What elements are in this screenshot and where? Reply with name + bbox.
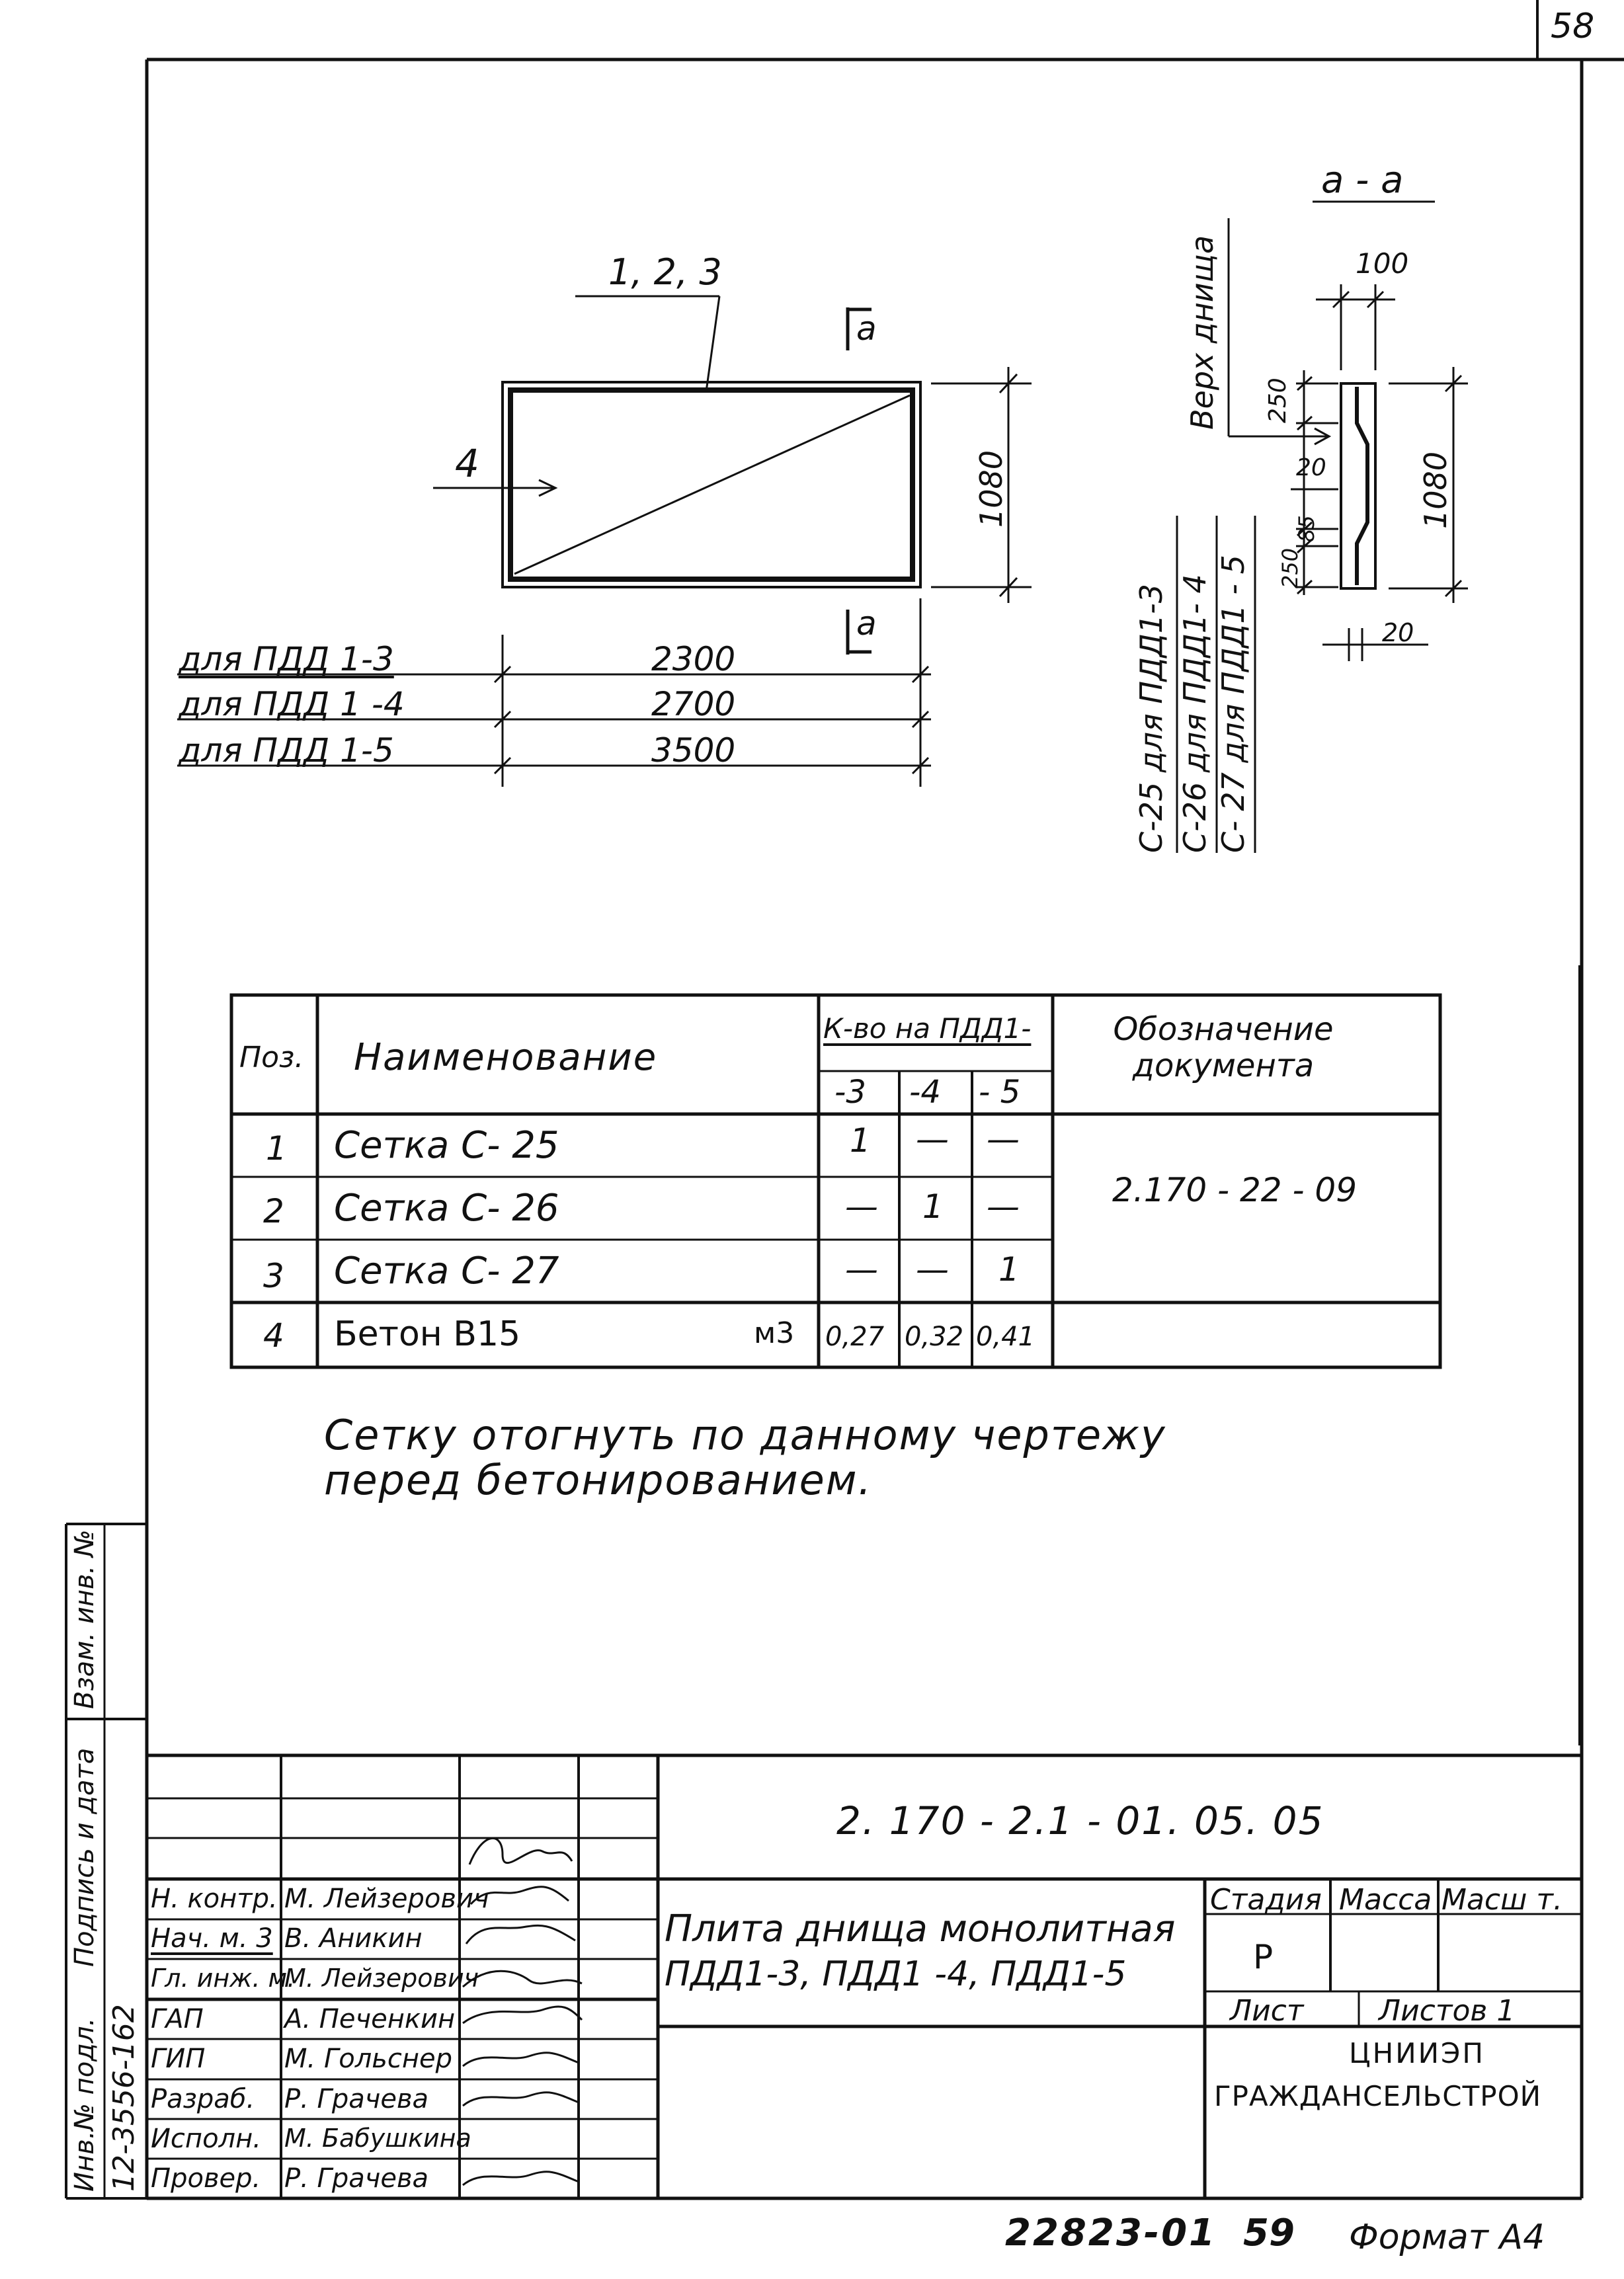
section-dim-85: 85 bbox=[1294, 515, 1319, 542]
footer-number: 22823-01 bbox=[1005, 2212, 1217, 2255]
row1-q4: — bbox=[916, 1120, 949, 1158]
page-number: 58 bbox=[1551, 7, 1595, 46]
org-line-1: ЦНИИЭП bbox=[1349, 2037, 1485, 2069]
staff-role-2: Нач. м. 3 bbox=[151, 1923, 273, 1954]
row4-q3: 0,27 bbox=[825, 1322, 885, 1352]
th-qty-5: - 5 bbox=[979, 1074, 1021, 1111]
row4-pos: 4 bbox=[263, 1316, 284, 1355]
note-line-2: перед бетонированием. bbox=[324, 1456, 873, 1504]
stamp-replace-inv: Взам. инв. № bbox=[69, 1529, 100, 1709]
row4-name: Бетон В15 bbox=[334, 1314, 521, 1354]
row1-q5: — bbox=[987, 1120, 1020, 1158]
th-qty-3: -3 bbox=[834, 1074, 866, 1111]
row4-q5: 0,41 bbox=[976, 1322, 1035, 1352]
section-dim-20-mid: 20 bbox=[1296, 454, 1326, 481]
length-row-value-1: 2300 bbox=[651, 640, 736, 678]
length-row-label-1: для ПДД 1-3 bbox=[179, 640, 394, 678]
stage-value: Р bbox=[1253, 1938, 1274, 1976]
length-row-label-2: для ПДД 1 -4 bbox=[179, 685, 405, 723]
row2-name: Сетка С- 26 bbox=[334, 1187, 559, 1230]
row3-name: Сетка С- 27 bbox=[334, 1250, 559, 1293]
staff-role-7: Исполн. bbox=[151, 2124, 261, 2154]
mesh-row-3: С- 27 для ПДД1 - 5 bbox=[1215, 555, 1251, 853]
doc-reference: 2.170 - 22 - 09 bbox=[1112, 1171, 1358, 1209]
staff-name-1: М. Лейзерович bbox=[284, 1884, 489, 1914]
row3-q3: — bbox=[845, 1250, 878, 1289]
staff-role-3: Гл. инж. м. bbox=[151, 1964, 296, 1993]
length-row-label-3: для ПДД 1-5 bbox=[179, 731, 394, 770]
row2-q3: — bbox=[845, 1187, 878, 1226]
footer-format: Формат А4 bbox=[1349, 2218, 1545, 2257]
stamp-inv-no: Инв.№ подл. bbox=[69, 2017, 100, 2192]
row1-name: Сетка С- 25 bbox=[334, 1124, 559, 1167]
drawing-code: 2. 170 - 2.1 - 01. 05. 05 bbox=[836, 1798, 1324, 1843]
sheet-label: Лист bbox=[1230, 1994, 1304, 2028]
mass-label: Масса bbox=[1339, 1883, 1432, 1917]
section-label: а - а bbox=[1321, 159, 1404, 202]
th-name: Наименование bbox=[354, 1036, 658, 1079]
org-line-2: ГРАЖДАНСЕЛЬСТРОЙ bbox=[1214, 2080, 1542, 2112]
row2-pos: 2 bbox=[263, 1192, 284, 1230]
section-dim-1080: 1080 bbox=[1418, 451, 1453, 529]
th-qty: К-во на ПДД1- bbox=[823, 1012, 1032, 1045]
length-row-value-3: 3500 bbox=[651, 731, 736, 770]
plan-height-dim: 1080 bbox=[973, 450, 1009, 528]
note-line-1: Сетку отогнуть по данному чертежу bbox=[324, 1411, 1166, 1459]
section-dim-250-bottom: 250 bbox=[1278, 547, 1303, 588]
drawing-title-line-1: Плита днища монолитная bbox=[665, 1907, 1176, 1950]
section-top-label: Верх днища bbox=[1184, 235, 1220, 430]
mesh-row-2: С-26 для ПДД1- 4 bbox=[1177, 574, 1213, 853]
row4-unit: м3 bbox=[754, 1316, 795, 1350]
row4-q4: 0,32 bbox=[905, 1322, 964, 1352]
staff-name-6: Р. Грачева bbox=[284, 2084, 429, 2114]
section-dim-100: 100 bbox=[1356, 247, 1409, 280]
stage-label: Стадия bbox=[1210, 1883, 1322, 1917]
staff-name-3: М. Лейзерович bbox=[284, 1964, 479, 1993]
staff-name-4: А. Печенкин bbox=[284, 2004, 456, 2034]
length-row-value-2: 2700 bbox=[651, 685, 736, 723]
drawing-title-line-2: ПДД1-3, ПДД1 -4, ПДД1-5 bbox=[665, 1954, 1127, 1994]
stamp-sign-date: Подпись и дата bbox=[69, 1747, 100, 1967]
callout-concrete: 4 bbox=[455, 441, 479, 486]
sheets-label: Листов 1 bbox=[1379, 1994, 1516, 2028]
staff-role-1: Н. контр. bbox=[151, 1884, 278, 1914]
footer-sheet: 59 bbox=[1243, 2212, 1295, 2255]
mesh-row-1: С-25 для ПДД1-3 bbox=[1133, 584, 1169, 853]
staff-name-7: М. Бабушкина bbox=[284, 2124, 471, 2153]
row1-q3: 1 bbox=[850, 1121, 871, 1160]
section-mark-bottom: а bbox=[856, 604, 877, 643]
staff-role-6: Разраб. bbox=[151, 2084, 255, 2114]
section-dim-20-bottom: 20 bbox=[1382, 618, 1414, 647]
th-qty-4: -4 bbox=[909, 1074, 941, 1111]
staff-name-2: В. Аникин bbox=[284, 1923, 423, 1954]
staff-role-8: Провер. bbox=[151, 2163, 261, 2194]
staff-role-4: ГАП bbox=[151, 2004, 204, 2034]
row2-q4: 1 bbox=[922, 1187, 944, 1226]
section-dim-250-top: 250 bbox=[1264, 378, 1291, 423]
scale-label: Масш т. bbox=[1441, 1883, 1563, 1917]
row3-q4: — bbox=[916, 1250, 949, 1289]
row2-q5: — bbox=[987, 1187, 1020, 1226]
section-mark-top: а bbox=[856, 309, 877, 348]
callout-positions: 1, 2, 3 bbox=[608, 251, 722, 293]
stamp-inv-value: 12-3556-162 bbox=[107, 2004, 141, 2192]
row3-pos: 3 bbox=[263, 1257, 284, 1295]
th-doc: Обозначение документа bbox=[1113, 1011, 1334, 1085]
staff-name-5: М. Гольснер bbox=[284, 2044, 452, 2074]
row3-q5: 1 bbox=[998, 1250, 1020, 1289]
th-pos: Поз. bbox=[239, 1041, 304, 1074]
staff-role-5: ГИП bbox=[151, 2044, 206, 2074]
row1-pos: 1 bbox=[266, 1129, 287, 1168]
staff-name-8: Р. Грачева bbox=[284, 2163, 429, 2194]
